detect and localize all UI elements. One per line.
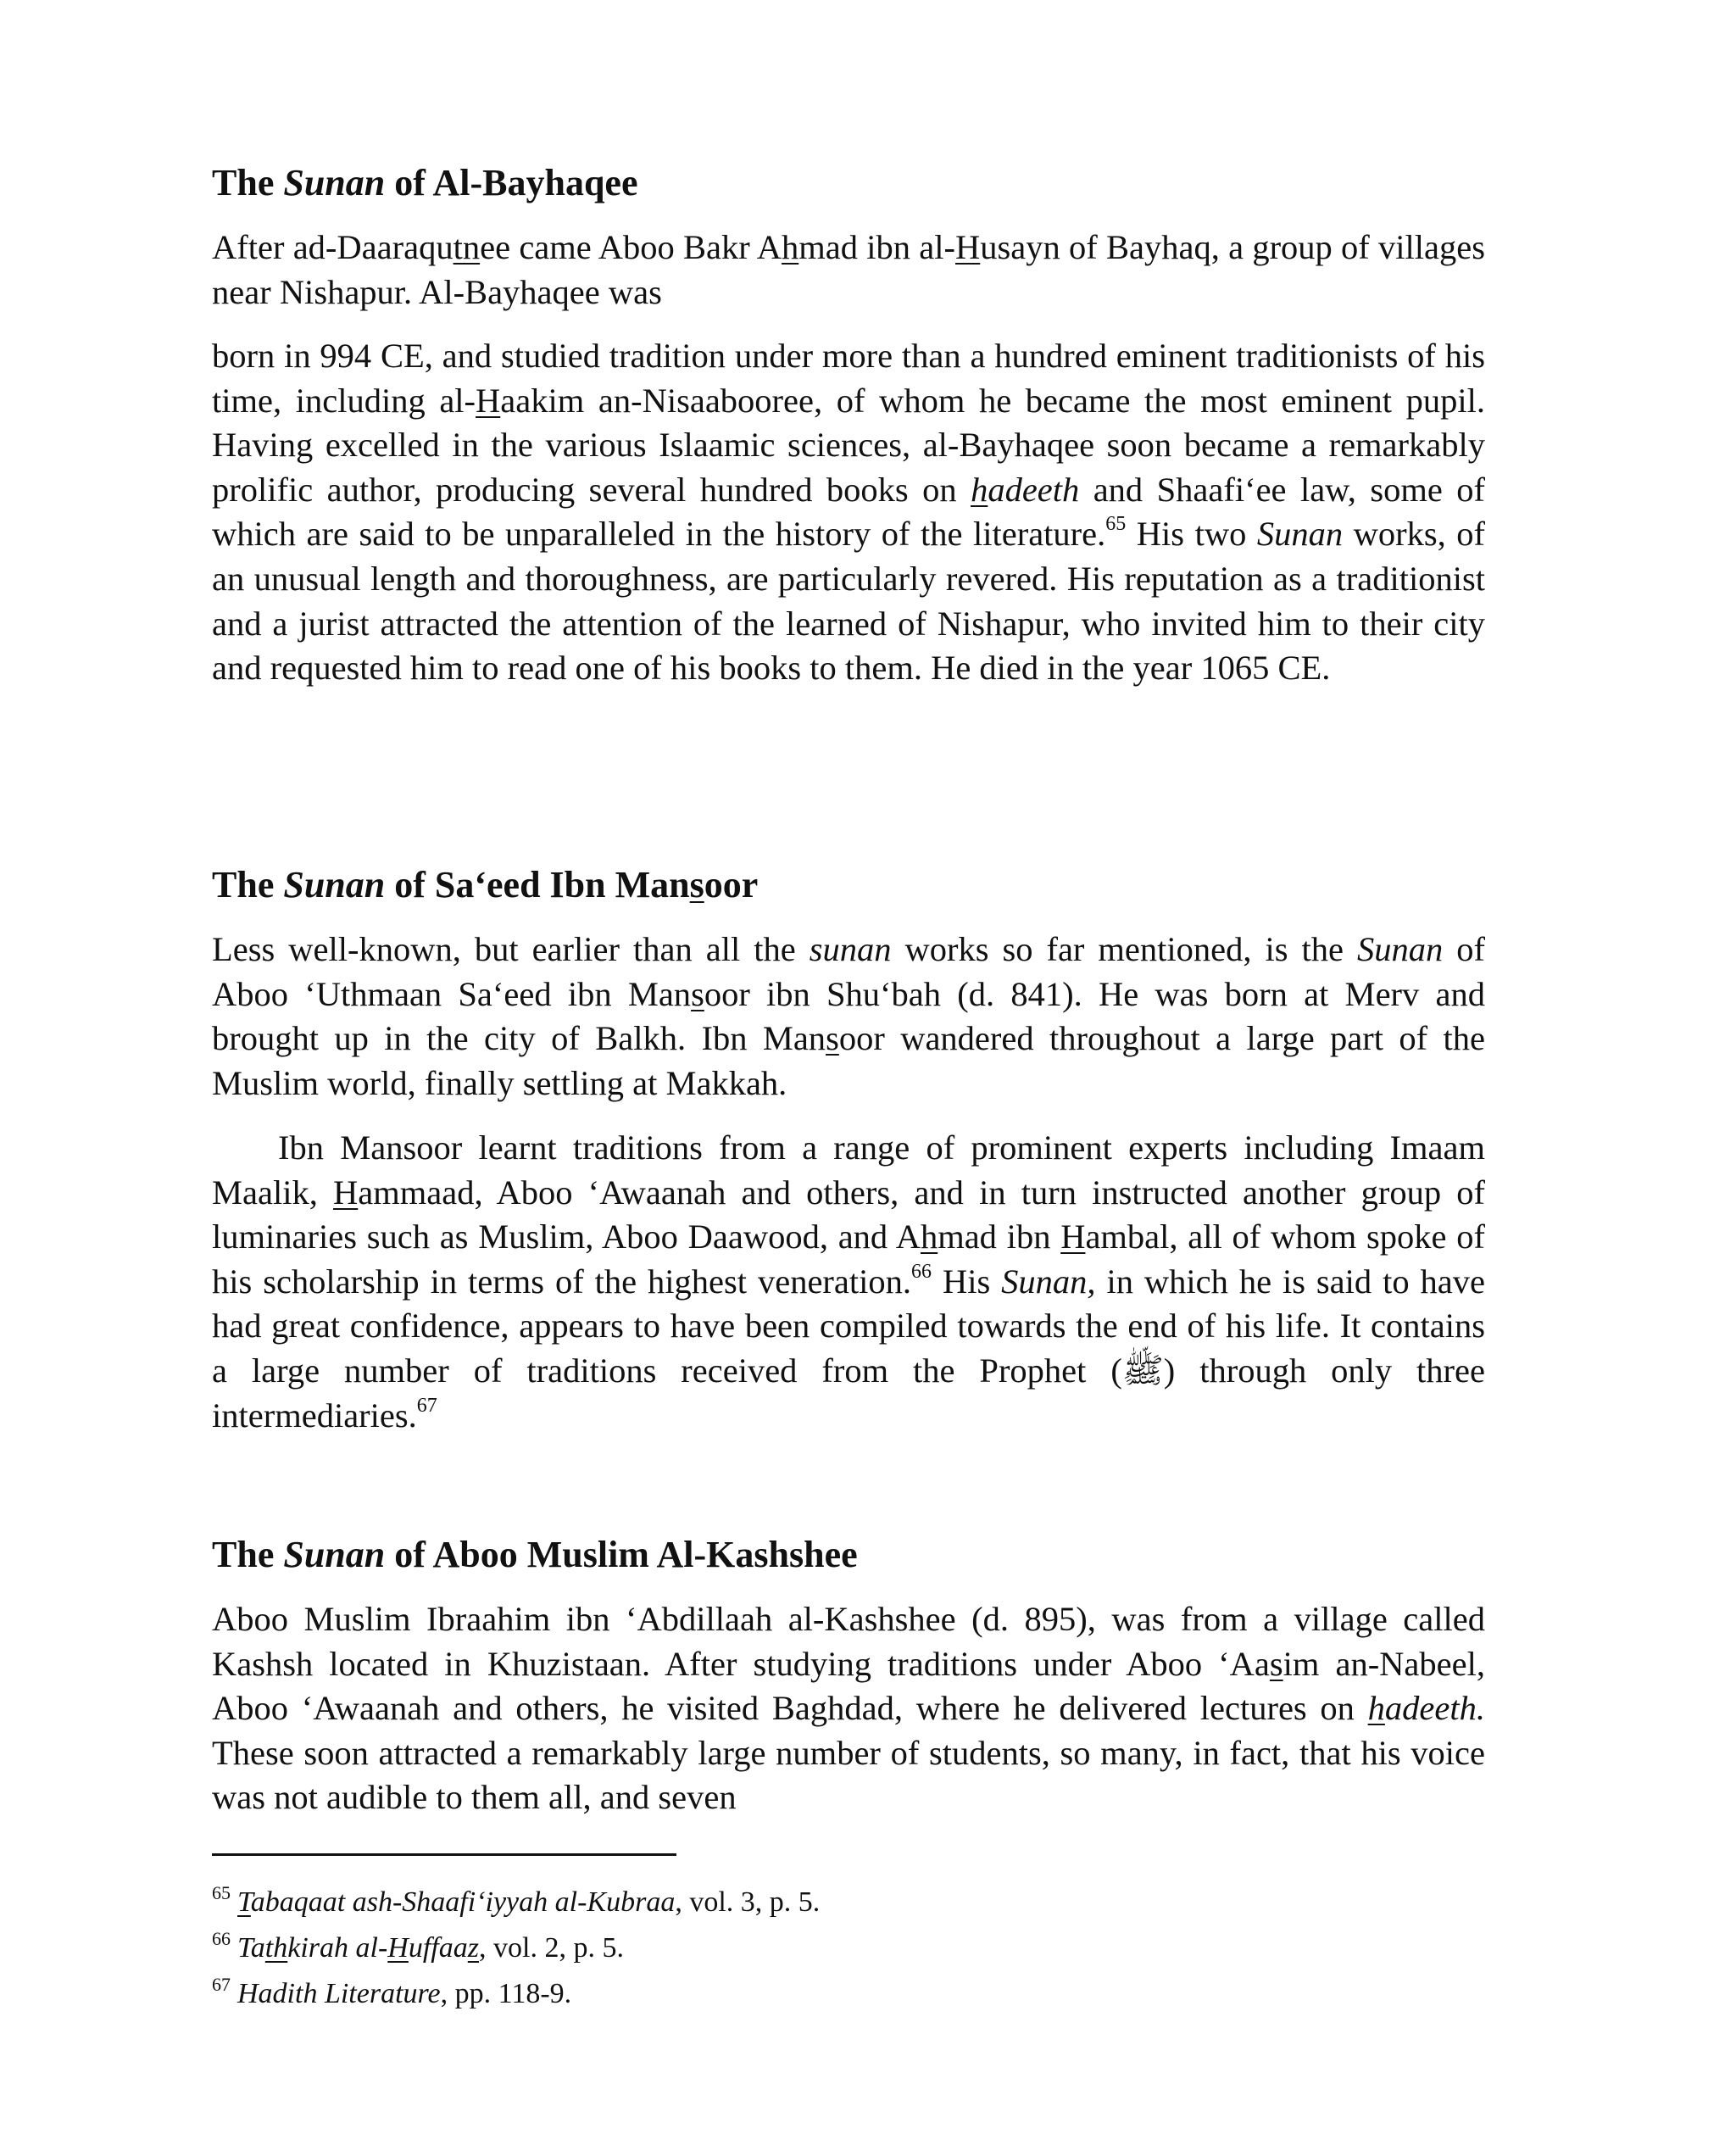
honorific-glyph: ﷺ bbox=[1121, 1351, 1164, 1390]
section-heading-saeed-ibn-mansoor: The Sunan of Sa‘eed Ibn Mansoor bbox=[212, 864, 759, 905]
footnote-67: $^{67}$ Hadith Literature, pp. 118-9. bbox=[212, 1974, 572, 2009]
paragraph-mansoor-body: Ibn Mansoor learnt traditions from a range of prominent experts including Imaam Maalik, Hammaad, Aboo ‘Awaanah and others, and in turn instructed another group of luminaries such as Muslim, Aboo Daawood, and Ahmad ibn Hambal, all of whom spoke of his scholarship in terms of the highest veneration.$^{66}$ His Sunan, in which he is said to have had great confidence, appears to have been compiled towards the end of his life. It contains a large number of traditions received from the Prophet (ﷺ) through only three intermediaries.$^{67}$ bbox=[212, 1128, 1485, 1435]
section-heading-al-bayhaqee: The Sunan of Al-Bayhaqee bbox=[212, 162, 638, 203]
paragraph-kashshee-body: Aboo Muslim Ibraahim ibn ‘Abdillaah al-Kashshee (d. 895), was from a village called Kashsh located in Khuzistaan. After studying traditions under Aboo ‘Aasim an-Nabeel, Aboo ‘Awaanah and others, he visited Baghdad, where he delivered lectures on hadeeth. These soon attracted a remarkably large number of students, so many, in fact, that his voice was not audible to them all, and seven bbox=[212, 1600, 1485, 1817]
section-heading-aboo-muslim-al-kashshee: The Sunan of Aboo Muslim Al-Kashshee bbox=[212, 1534, 858, 1575]
footnote-66: $^{66}$ Tathkirah al-Huffaaz, vol. 2, p. 5. bbox=[212, 1928, 624, 1964]
footnote-ref-65: 65 bbox=[1105, 513, 1127, 536]
footnote-ref-67: 67 bbox=[416, 1394, 437, 1417]
footnote-separator bbox=[212, 1853, 676, 1856]
footnote-ref-66: 66 bbox=[911, 1260, 932, 1283]
footnote-65: $^{65}$ Tabaqaat ash-Shaafi‘iyyah al-Kubraa, vol. 3, p. 5. bbox=[212, 1882, 821, 1918]
paragraph-bayhaqee-intro: After ad-Daaraqutnee came Aboo Bakr Ahmad ibn al-Husayn of Bayhaq, a group of villages near Nishapur. Al-Bayhaqee was bbox=[212, 228, 1486, 311]
paragraph-mansoor-intro: Less well-known, but earlier than all the sunan works so far mentioned, is the Sunan of Aboo ‘Uthmaan Sa‘eed ibn Mansoor ibn Shu‘bah (d. 841). He was born at Merv and brought up in the city of Balkh. Ibn Mansoor wandered throughout a large part of the Muslim world, finally settling at Makkah. bbox=[212, 930, 1485, 1102]
paragraph-bayhaqee-body: born in 994 CE, and studied tradition under more than a hundred eminent traditionists of his time, including al-Haakim an-Nisaabooree, of whom he became the most eminent pupil. Having excelled in the various Islaamic sciences, al-Bayhaqee soon became a remarkably prolific author, producing several hundred books on hadeeth and Shaafi‘ee law, some of which are said to be unparalleled in the history of the literature.$^{65}$ His two Sunan works, of an unusual length and thoroughness, are particularly revered. His reputation as a traditionist and a jurist attracted the attention of the learned of Nishapur, who invited him to their city and requested him to read one of his books to them. He died in the year 1065 CE. bbox=[212, 337, 1486, 688]
